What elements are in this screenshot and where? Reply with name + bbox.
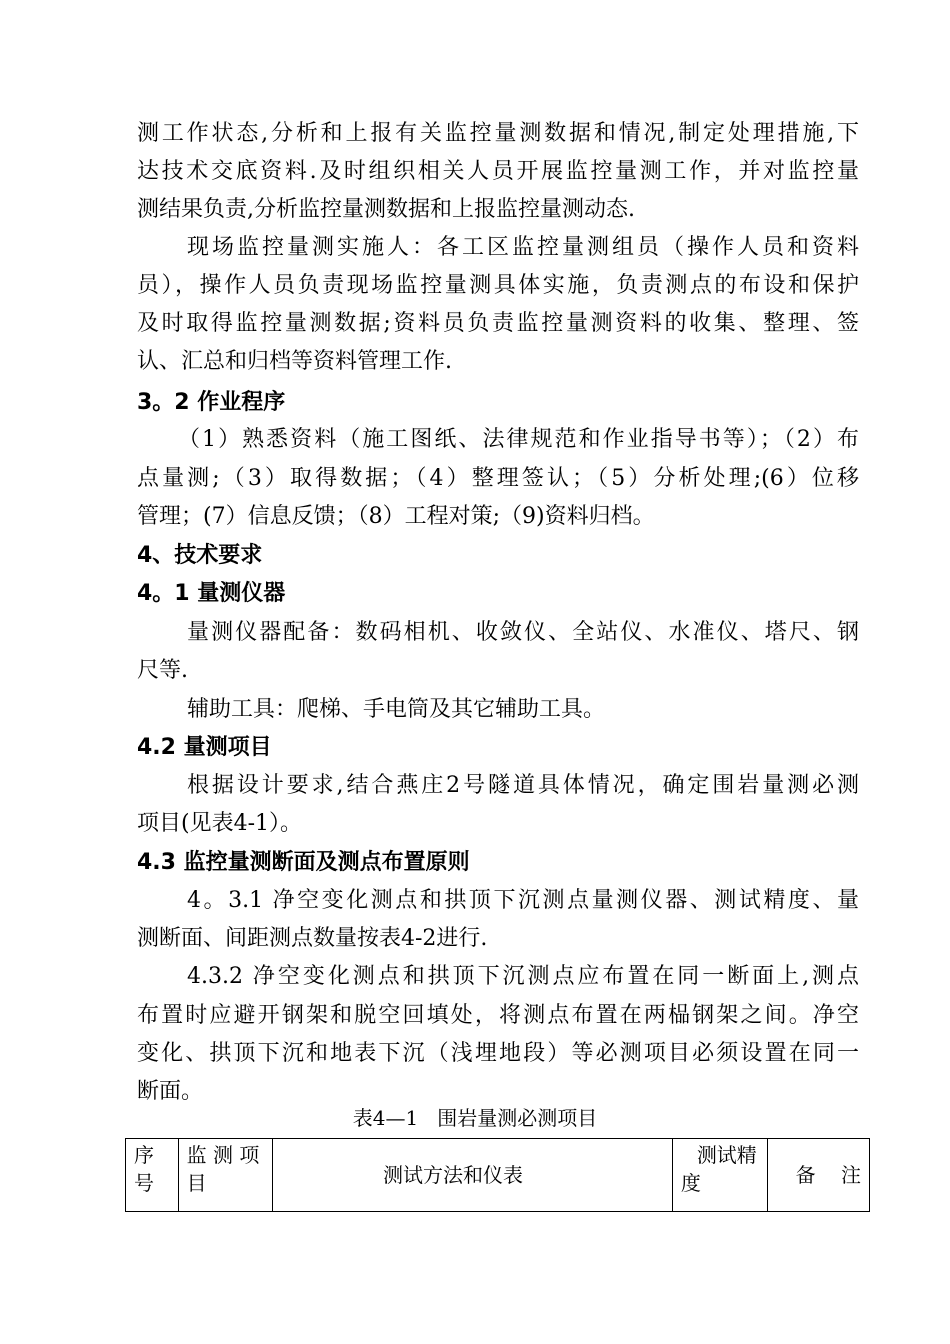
text-line: 项目(见表4-1）。 — [137, 811, 303, 836]
text-line: 点量测;（3）取得数据；（4）整理签认；（5）分析处理;(6）位移 — [137, 466, 859, 491]
text-line: 测断面、间距测点数量按表4-2进行. — [137, 926, 488, 951]
text-line: 布置时应避开钢架和脱空回填处，将测点布置在两榀钢架之间。净空 — [137, 1003, 859, 1028]
header-cell-remarks: 备 注 — [767, 1139, 869, 1212]
monitoring-items-table — [125, 1138, 870, 1212]
header-cell-precision: 测试精 度 — [672, 1139, 767, 1212]
section-heading-4-2: 4.2 量测项目 — [137, 735, 272, 760]
text-line: 量测仪器配备：数码相机、收敛仪、全站仪、水准仪、塔尺、钢 — [187, 620, 859, 645]
text-line: 现场监控量测实施人：各工区监控量测组员（操作人员和资料 — [187, 235, 859, 260]
text-line: 达技术交底资料.及时组织相关人员开展监控量测工作，并对监控量 — [137, 159, 859, 184]
header-cell-item: 监 测 项 目 — [178, 1139, 272, 1212]
section-heading-3-2: 3。2 作业程序 — [137, 390, 286, 415]
text-line: 根据设计要求,结合燕庄2号隧道具体情况，确定围岩量测必测 — [187, 773, 859, 798]
header-cell-index: 序 号 — [126, 1139, 179, 1212]
section-heading-4: 4、技术要求 — [137, 543, 263, 568]
text-line: 认、汇总和归档等资料管理工作. — [137, 349, 452, 374]
text-line: 4.3.2 净空变化测点和拱顶下沉测点应布置在同一断面上,测点 — [187, 964, 859, 989]
table-caption: 表4—1 围岩量测必测项目 — [352, 1106, 598, 1130]
text-line: 测工作状态,分析和上报有关监控量测数据和情况,制定处理措施,下 — [137, 121, 859, 146]
text-line: 员），操作人员负责现场监控量测具体实施，负责测点的布设和保护 — [137, 273, 859, 298]
text-line: 管理；(7）信息反馈；（8）工程对策;（9)资料归档。 — [137, 504, 655, 529]
header-cell-method: 测试方法和仪表 — [273, 1139, 673, 1212]
text-line: 测结果负责,分析监控量测数据和上报监控量测动态. — [137, 197, 635, 222]
text-line: 变化、拱顶下沉和地表下沉（浅埋地段）等必测项目必须设置在同一 — [137, 1041, 859, 1066]
text-line: 断面。 — [137, 1079, 204, 1104]
text-line: 辅助工具：爬梯、手电筒及其它辅助工具。 — [187, 697, 606, 722]
section-heading-4-1: 4。1 量测仪器 — [137, 581, 286, 606]
text-line: （1）熟悉资料（施工图纸、法律规范和作业指导书等）；（2）布 — [178, 427, 859, 452]
text-line: 4。3.1 净空变化测点和拱顶下沉测点量测仪器、测试精度、量 — [187, 888, 859, 913]
text-line: 及时取得监控量测数据;资料员负责监控量测资料的收集、整理、签 — [137, 311, 859, 336]
section-heading-4-3: 4.3 监控量测断面及测点布置原则 — [137, 850, 470, 875]
table-header-row — [126, 1139, 870, 1212]
text-line: 尺等. — [137, 658, 188, 683]
